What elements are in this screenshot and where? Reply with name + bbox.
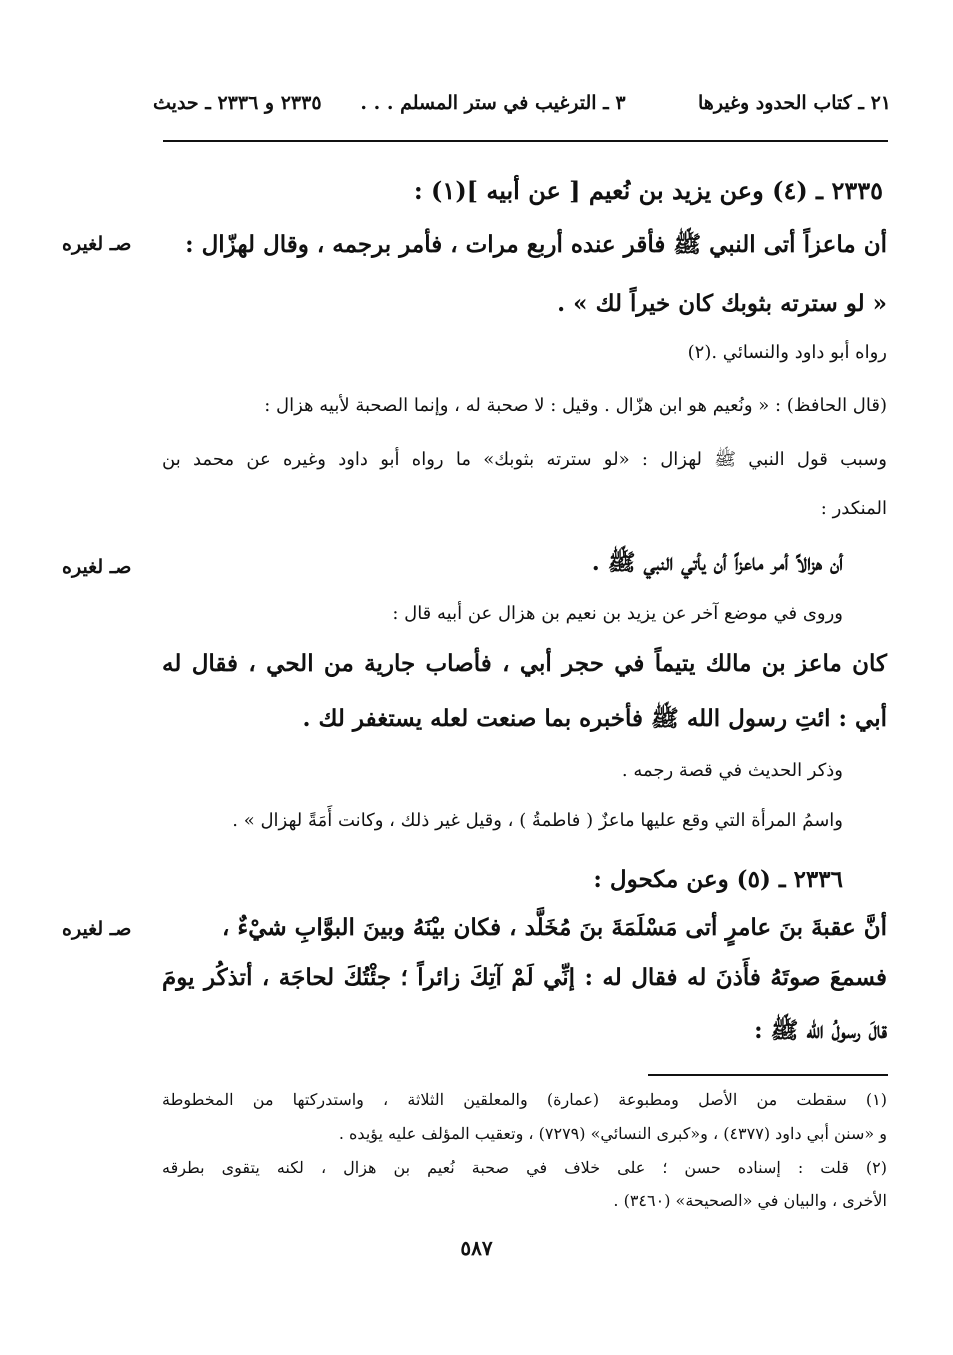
woman-name-line: واسمُ المرأة التي وقع عليها ماعزٌ ( فاطمةُ ) ، وقيل غير ذلك ، وكانت أَمَةً لهزال » . [232, 810, 843, 831]
grade-badge-2: صـ لغيره [62, 556, 132, 578]
hadith-2335-text-line-2: « لو سترته بثوبك كان خيراً لك » . [557, 290, 887, 317]
hadith-2335-text-line-4: كان ماعز بن مالك يتيماً في حجر أبي ، فأصاب جارية من الحي ، فقال له [162, 650, 887, 677]
hadith-2335-text-line-1: أن ماعزاً أتى النبي ﷺ فأقر عنده أربع مرات ، فأمر برجمه ، وقال لهزّال : [185, 231, 887, 258]
header-section: ٣ ـ الترغيب في ستر المسلم . . . [360, 92, 626, 114]
header-rule [163, 140, 888, 142]
hadith-2335-text-line-3: أن هزالاً أمر ماعزاً أن يأتي النبي ﷺ . [591, 549, 843, 576]
grade-badge: صـ لغيره [62, 233, 132, 255]
header-hadith-range: ٢٣٣٥ و ٢٣٣٦ ـ حديث [153, 92, 322, 114]
hafiz-comment: (قال الحافظ) : « ونُعيم هو ابن هزّال . وقيل : لا صحبة له ، وإنما الصحبة لأبيه هزال : [264, 395, 887, 416]
hadith-2336-intro: ٢٣٣٦ ـ (٥) وعن مكحول : [593, 866, 843, 893]
footnote-rule [648, 1074, 888, 1076]
reason-line-1: وسبب قول النبي ﷺ لهزال : «لو سترته بثوبك» ما رواه أبو داود وغيره عن محمد بن [162, 449, 887, 470]
header-chapter: ٢١ ـ كتاب الحدود وغيرها [698, 92, 891, 114]
hadith-2335-source: رواه أبو داود والنسائي .(٢) [687, 342, 887, 363]
hadith-2335-intro: ٢٣٣٥ ـ (٤) وعن يزيد بن نُعيم [ عن أبيه ](١) : [413, 176, 883, 205]
page-number: ٥٨٧ [460, 1236, 493, 1260]
reason-line-2: المنكدر : [820, 498, 887, 519]
other-narration-intro: وروى في موضع آخر عن يزيد بن نعيم بن هزال عن أبيه قال : [392, 603, 843, 624]
hadith-2336-text-line-3: قالَ رسولُ الله ﷺ : [754, 1017, 887, 1044]
hadith-2336-text-line-2: فسمعَ صوتَهُ فأَذنَ له فقال له : إنِّي لَمْ آتِكَ زائراً ؛ جئْتُكَ لحاجَة ، أتذكُر يومَ [162, 964, 887, 991]
footnote-2-line-2: الأخرى ، والبيان في «الصحيحة» (٣٤٦٠) . [613, 1191, 887, 1210]
grade-badge-3: صـ لغيره [62, 918, 132, 940]
hadith-2335-text-line-5: أبي : ائتِ رسول الله ﷺ فأخبره بما صنعت لعله يستغفر لك . [302, 705, 887, 732]
footnote-2-line-1: (٢) قلت : إسناده حسن ؛ على خلاف في صحبة نُعيم بن هزال ، لكنه يتقوى بطرقه [162, 1158, 887, 1177]
footnote-1-line-2: و «سنن أبي داود (٤٣٧٧) ، و«كبرى النسائي» (٧٢٧٩) ، وتعقيب المؤلف عليه يؤيده . [338, 1124, 887, 1143]
footnote-1-line-1: (١) سقطت من الأصل ومطبوعة (عمارة) والمعلقين الثلاثة ، واستدركتها من المخطوطة [162, 1090, 887, 1109]
mention-line: وذكر الحديث في قصة رجمه . [621, 760, 843, 781]
hadith-2336-text-line-1: أنَّ عقبةَ بنَ عامرٍ أتى مَسْلَمَةَ بنَ مُخَلَّد ، فكان بيْنَهُ وبينَ البوَّابِ شيْءٌ ، [221, 914, 887, 941]
